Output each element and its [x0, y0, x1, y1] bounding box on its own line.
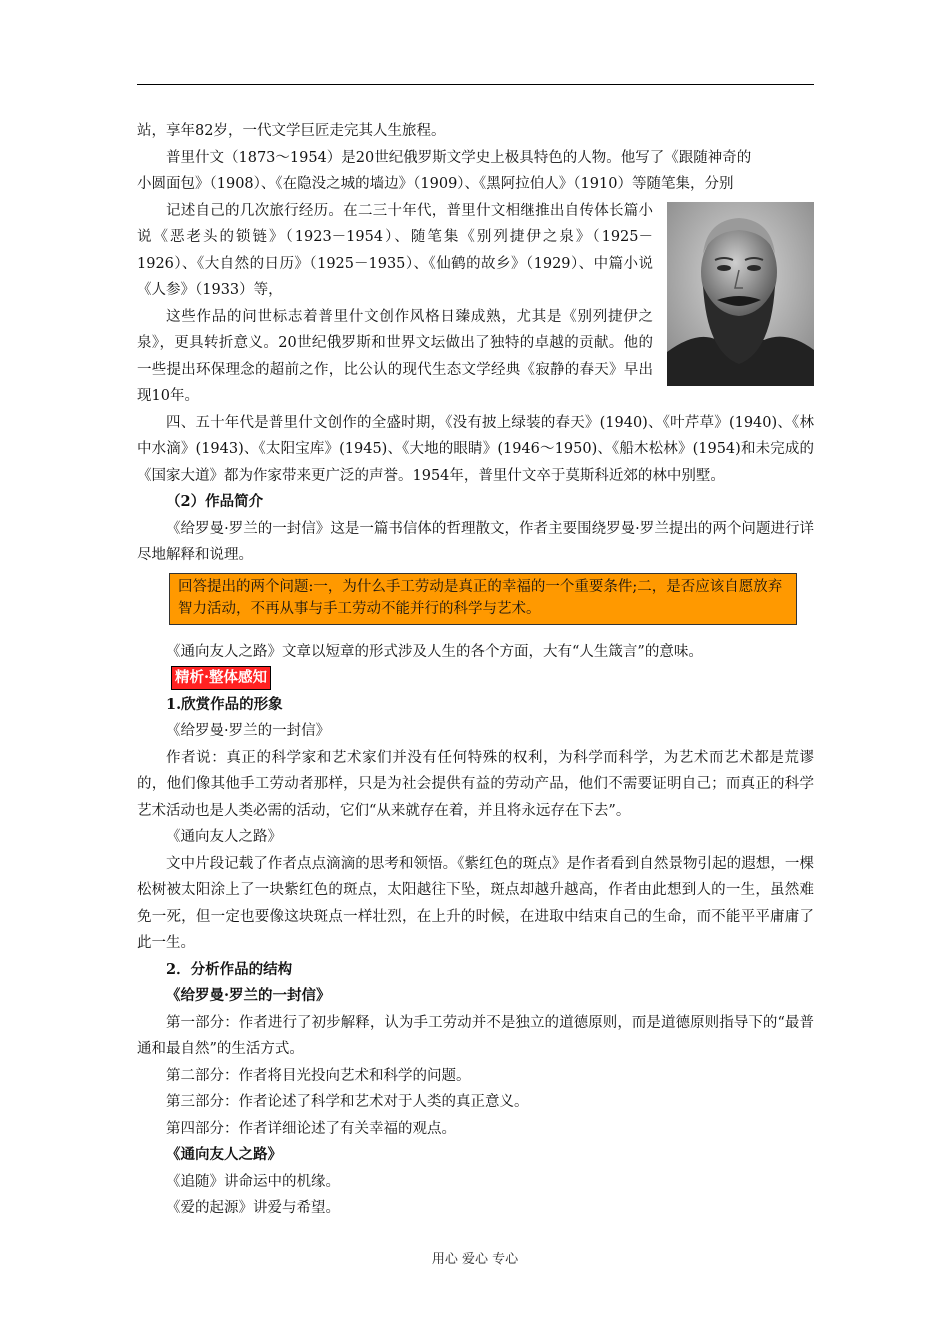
paragraph: 站，享年82岁，一代文学巨匠走完其人生旅程。	[137, 123, 446, 139]
subheading: 《通向友人之路》	[166, 829, 282, 845]
section-heading: 1.欣赏作品的形象	[166, 695, 283, 713]
subheading: 《给罗曼·罗兰的一封信》	[166, 723, 331, 739]
paragraph: 第一部分：作者进行了初步解释，认为手工劳动并不是独立的道德原则，而是道德原则指导下的“最普通和最自然”的生活方式。	[137, 1014, 814, 1057]
section-heading: （2）作品简介	[166, 493, 264, 510]
portrait-photo-icon	[667, 202, 814, 386]
paragraph: 第三部分：作者论述了科学和艺术对于人类的真正意义。	[166, 1094, 529, 1110]
author-portrait	[667, 202, 814, 386]
page-footer: 用心 爱心 专心	[431, 1252, 519, 1267]
highlight-box	[169, 573, 797, 625]
paragraph: 作者说：真正的科学家和艺术家们并没有任何特殊的权利，为科学而科学，为艺术而艺术都是荒谬的，他们像其他手工劳动者那样，只是为社会提供有益的劳动产品，他们不需要证明自己；而真正的科学艺术活动也是人类必需的活动，它们“从来就存在着，并且将永远存在下去”。	[137, 749, 814, 819]
paragraph: 四、五十年代是普里什文创作的全盛时期，《没有披上绿装的春天》(1940)、《叶芹草》(1940)、《林中水滴》(1943)、《太阳宝库》(1945)、《大地的眼睛》(1946～1950)、《船木松林》(1954)和未完成的《国家大道》都为作家带来更广泛的声誉。1954年，普里什文卒于莫斯科近郊的林中别墅。	[137, 414, 814, 484]
section-heading: 2．分析作品的结构	[166, 960, 293, 978]
page-content	[137, 118, 814, 1222]
paragraph: 文中片段记载了作者点点滴滴的思考和领悟。《紫红色的斑点》是作者看到自然景物引起的遐想，一棵松树被太阳涂上了一块紫红色的斑点，太阳越往下坠，斑点却越升越高，作者由此想到人的一生，虽然难免一死，但一定也要像这块斑点一样壮烈，在上升的时候，在进取中结束自己的生命，而不能平平庸庸了此一生。	[137, 855, 814, 951]
paragraph: 《给罗曼·罗兰的一封信》这是一篇书信体的哲理散文，作者主要围绕罗曼·罗兰提出的两个问题进行详尽地解释和说理。	[137, 520, 814, 563]
paragraph: 《通向友人之路》文章以短章的形式涉及人生的各个方面，大有“人生箴言”的意味。	[166, 643, 703, 660]
section-tag: 精析·整体感知	[171, 666, 271, 690]
subheading: 《通向友人之路》	[166, 1146, 282, 1163]
list-item: 《爱的起源》讲爱与希望。	[166, 1200, 340, 1216]
paragraph: 小圆面包》（1908）、《在隐没之城的墙边》（1909）、《黑阿拉伯人》（1910）等随笔集，分别	[137, 176, 734, 192]
paragraph: 记述自己的几次旅行经历。在二三十年代，普里什文相继推出自传体长篇小说《恶老头的锁链》（1923－1954）、随笔集《别列捷伊之泉》（1925－1926）、《大自然的日历》（1925－1935）、《仙鹤的故乡》（1929）、中篇小说《人参》（1933）等，	[137, 202, 653, 298]
highlight-box-text: 回答提出的两个问题:一，为什么手工劳动是真正的幸福的一个重要条件;二，是否应该自愿放弃智力活动，不再从事与手工劳动不能并行的科学与艺术。	[178, 578, 783, 617]
list-item: 《追随》讲命运中的机缘。	[166, 1173, 340, 1190]
paragraph: 普里什文（1873～1954）是20世纪俄罗斯文学史上极具特色的人物。他写了《跟随神奇的	[166, 149, 752, 166]
paragraph: 这些作品的问世标志着普里什文创作风格日臻成熟，尤其是《别列捷伊之泉》，更具转折意义。20世纪俄罗斯和世界文坛做出了独特的卓越的贡献。他的一些提出环保理念的超前之作，比公认的现代生态文学经典《寂静的春天》早出现10年。	[137, 308, 653, 404]
header-rule	[137, 84, 814, 85]
subheading: 《给罗曼·罗兰的一封信》	[166, 987, 331, 1004]
paragraph: 第二部分：作者将目光投向艺术和科学的问题。	[166, 1067, 471, 1084]
paragraph: 第四部分：作者详细论述了有关幸福的观点。	[166, 1120, 456, 1137]
